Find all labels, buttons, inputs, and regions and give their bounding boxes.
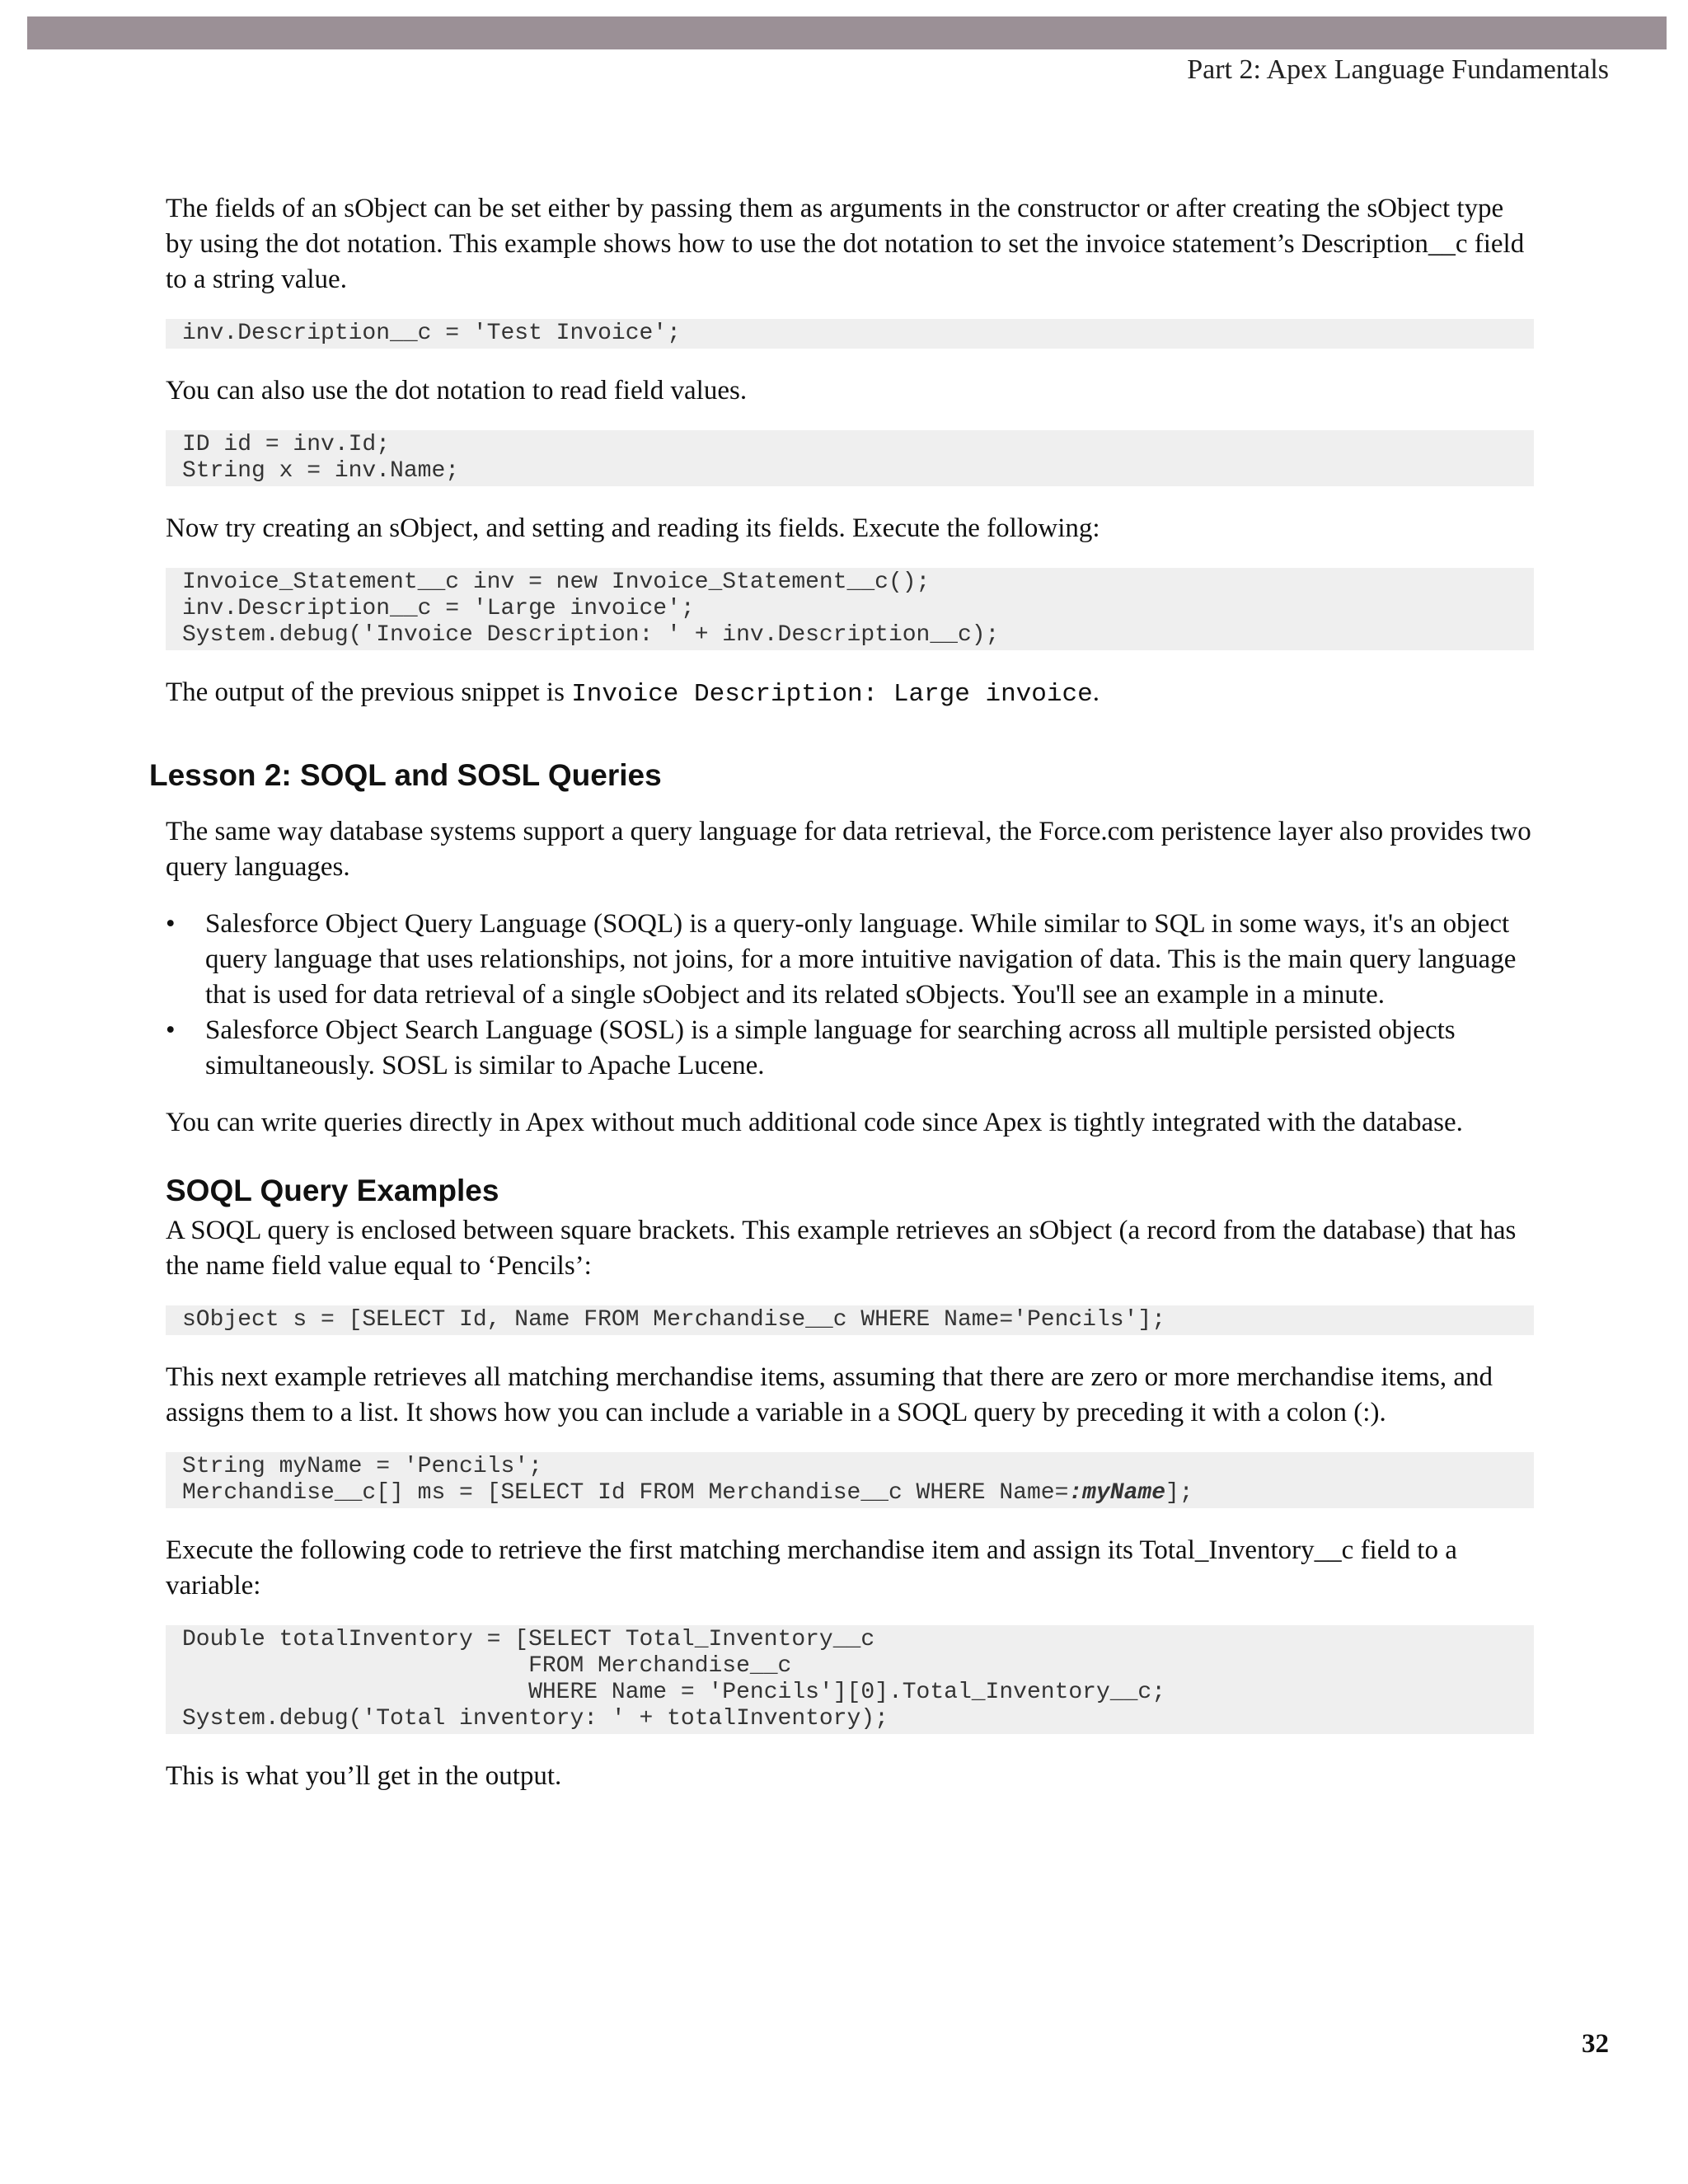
paragraph-total-inventory: Execute the following code to retrieve the first matching merchandise item and assign its Total_Inventory__c field to a variable: [166,1535,1457,1601]
output-prefix: The output of the previous snippet is [166,677,572,707]
code-block-soql-select: sObject s = [SELECT Id, Name FROM Merchandise__c WHERE Name='Pencils']; [166,1305,1534,1335]
paragraph-apex-queries: You can write queries directly in Apex without much additional code since Apex is tightly integrated with the database. [166,1108,1463,1137]
paragraph-try-sobject: Now try creating an sObject, and setting and reading its fields. Execute the following: [166,513,1100,543]
lesson-heading: Lesson 2: SOQL and SOSL Queries [149,758,662,792]
list-item [166,907,1534,1013]
paragraph-read-fields: You can also use the dot notation to read field values. [166,376,748,405]
code-line-prefix: Merchandise__c[] ms = [SELECT Id FROM Merchandise__c WHERE Name= [182,1480,1069,1506]
output-suffix: . [1092,677,1100,707]
code-block-create-sobject: Invoice_Statement__c inv = new Invoice_Statement__c(); inv.Description__c = 'Large invoice'; System.debug('Invoice Description: ' + inv.Description__c); [166,568,1534,650]
paragraph-soql-brackets: A SOQL query is enclosed between square brackets. This example retrieves an sObject (a record from the database) that has the name field value equal to ‘Pencils’: [166,1216,1517,1281]
output-inline-code: Invoice Description: Large invoice [571,680,1093,709]
bullet-mark: • [166,909,176,939]
paragraph-output-intro: This is what you’ll get in the output. [166,1761,562,1791]
query-language-list [166,907,1534,1084]
code-block-set-description: inv.Description__c = 'Test Invoice'; [166,319,1534,349]
code-variable: :myName [1068,1480,1165,1506]
list-item-text: Salesforce Object Query Language (SOQL) is a query-only language. While similar to SQL in some ways, it's an object query language that uses relationships, not joins, for a more intuitive navigation of data. This is the main query language that is used for data retrieval of a single sOobject and its related sObjects. You'll see an example in a minute. [205,909,1517,1010]
page-number: 32 [1582,2029,1609,2059]
paragraph-sobject-fields: The fields of an sObject can be set either by passing them as arguments in the constructor or after creating the sObject type by using the dot notation. This example shows how to use the dot notation to set the invoice statement’s Description__c field to a string value. [166,194,1525,294]
list-item [166,1013,1534,1084]
code-block-read-fields: ID id = inv.Id; String x = inv.Name; [166,430,1534,486]
paragraph-soql-variable: This next example retrieves all matching merchandise items, assuming that there are zero or more merchandise items, and assigns them to a list. It shows how you can include a variable in a SOQL query by preceding it with a colon (:). [166,1362,1493,1427]
page-content [149,191,1534,1794]
paragraph-snippet-output [166,675,1534,712]
header-bar [27,16,1667,49]
code-line: String myName = 'Pencils'; [182,1454,542,1479]
list-item-text: Salesforce Object Search Language (SOSL) is a simple language for searching across all multiple persisted objects simultaneously. SOSL is similar to Apache Lucene. [205,1015,1456,1080]
bullet-mark: • [166,1015,176,1045]
code-block-soql-variable [166,1452,1534,1508]
code-line-suffix: ]; [1165,1480,1193,1506]
code-block-total-inventory: Double totalInventory = [SELECT Total_Inventory__c FROM Merchandise__c WHERE Name = 'Pencils'][0].Total_Inventory__c; System.debug('Total inventory: ' + totalInventory); [166,1625,1534,1734]
section-heading: SOQL Query Examples [166,1174,499,1207]
paragraph-query-languages: The same way database systems support a query language for data retrieval, the Force.com peristence layer also provides two query languages. [166,817,1531,882]
running-header: Part 2: Apex Language Fundamentals [1187,54,1609,85]
